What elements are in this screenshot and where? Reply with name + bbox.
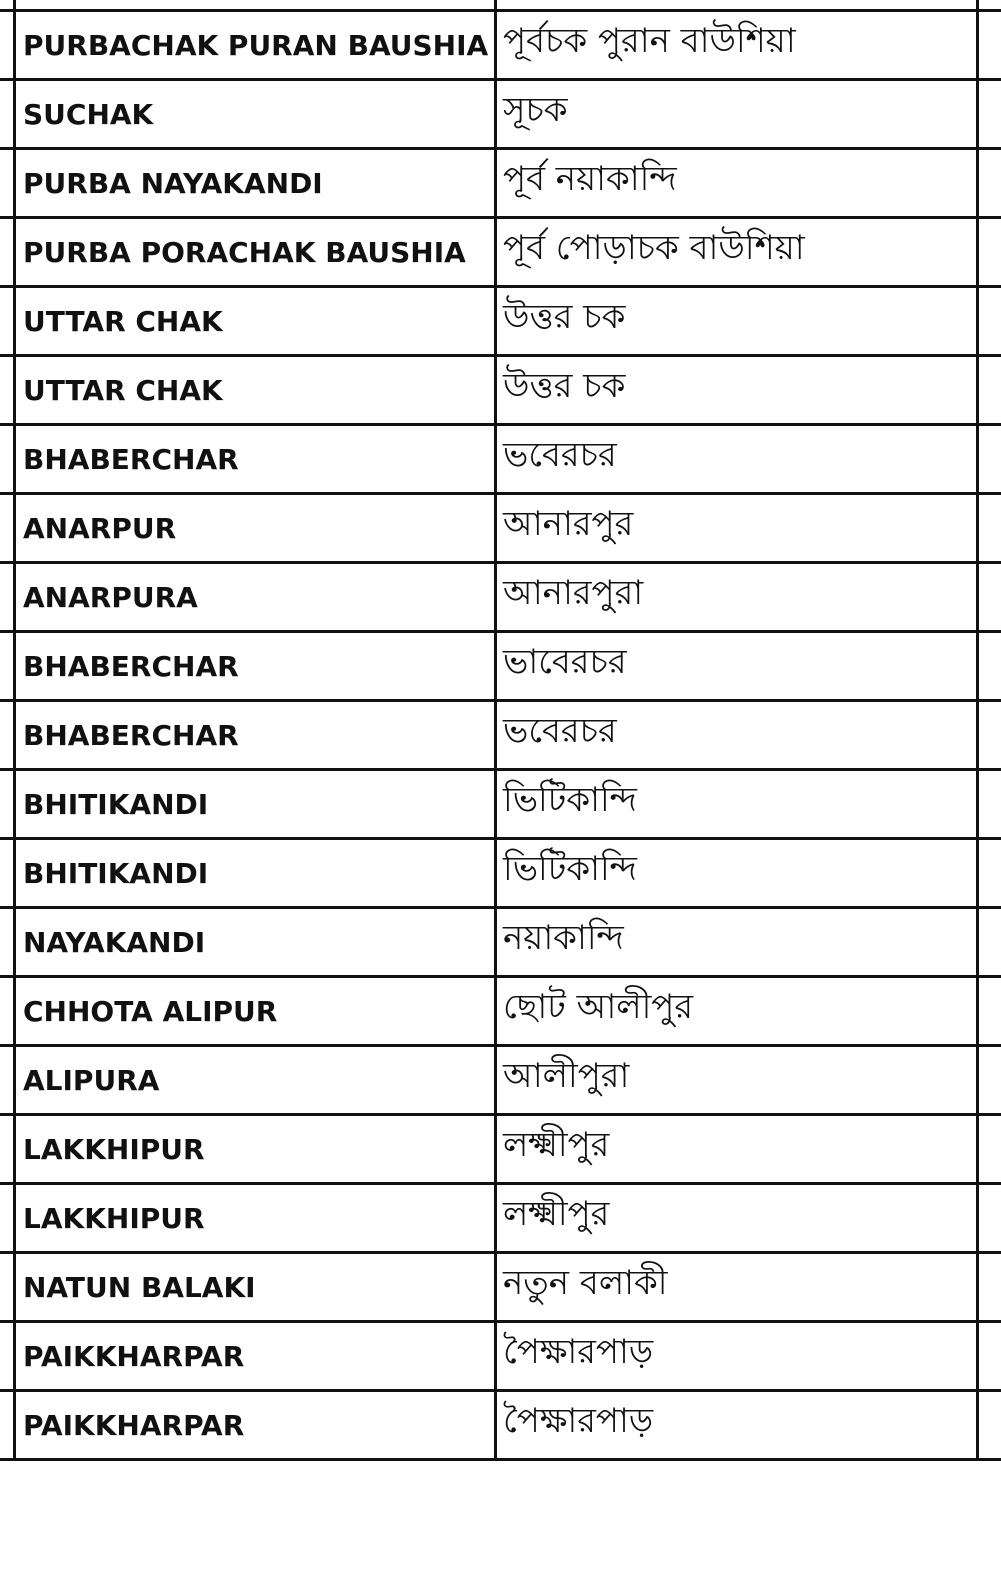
english-name-cell: CHHOTA ALIPUR — [23, 995, 278, 1028]
column-divider — [494, 12, 497, 78]
column-divider — [976, 633, 979, 699]
english-name-cell: UTTAR CHAK — [23, 374, 223, 407]
column-divider — [494, 771, 497, 837]
bengali-name-cell: লক্ষ্মীপুর — [503, 1194, 610, 1234]
bengali-name-cell: নতুন বলাকী — [503, 1263, 668, 1303]
table-row — [0, 1116, 1001, 1185]
bengali-name-cell: নয়াকান্দি — [503, 918, 624, 958]
column-divider — [976, 81, 979, 147]
column-divider — [494, 219, 497, 285]
table-row — [0, 81, 1001, 150]
english-name-cell: ALIPURA — [23, 1064, 160, 1097]
bengali-name-cell: ভিটিকান্দি — [503, 849, 637, 889]
column-divider — [976, 840, 979, 906]
column-divider — [494, 288, 497, 354]
english-name-cell: BHABERCHAR — [23, 443, 239, 476]
table-row — [0, 633, 1001, 702]
bengali-name-cell: আনারপুর — [503, 504, 634, 544]
column-divider — [976, 495, 979, 561]
table-row — [0, 771, 1001, 840]
column-divider — [13, 702, 16, 768]
column-divider — [494, 1254, 497, 1320]
table-row — [0, 426, 1001, 495]
english-name-cell: BHITIKANDI — [23, 788, 209, 821]
column-divider — [494, 1185, 497, 1251]
column-divider — [976, 12, 979, 78]
table-row — [0, 1047, 1001, 1116]
table-row — [0, 12, 1001, 81]
column-divider — [494, 0, 497, 9]
bengali-name-cell: পৈক্ষারপাড় — [503, 1332, 654, 1372]
column-divider — [13, 0, 16, 9]
column-divider — [13, 840, 16, 906]
column-divider — [494, 426, 497, 492]
english-name-cell: PURBA PORACHAK BAUSHIA — [23, 236, 466, 269]
column-divider — [976, 150, 979, 216]
table-row — [0, 219, 1001, 288]
table-body — [0, 12, 1001, 1461]
column-divider — [976, 771, 979, 837]
column-divider — [976, 357, 979, 423]
bengali-name-cell: ভবেরচর — [503, 711, 617, 751]
column-divider — [13, 771, 16, 837]
english-name-cell: ANARPUR — [23, 512, 177, 545]
english-name-cell: NATUN BALAKI — [23, 1271, 256, 1304]
column-divider — [13, 12, 16, 78]
column-divider — [494, 495, 497, 561]
column-divider — [494, 909, 497, 975]
column-divider — [13, 426, 16, 492]
column-divider — [494, 564, 497, 630]
column-divider — [13, 150, 16, 216]
column-divider — [976, 1254, 979, 1320]
column-divider — [13, 909, 16, 975]
english-name-cell: NAYAKANDI — [23, 926, 206, 959]
column-divider — [13, 219, 16, 285]
column-divider — [494, 633, 497, 699]
english-name-cell: UTTAR CHAK — [23, 305, 223, 338]
bengali-name-cell: আনারপুরা — [503, 573, 644, 613]
column-divider — [976, 1392, 979, 1458]
table-row — [0, 840, 1001, 909]
bengali-name-cell: লক্ষ্মীপুর — [503, 1125, 610, 1165]
column-divider — [976, 0, 979, 9]
english-name-cell: PAIKKHARPAR — [23, 1409, 245, 1442]
bengali-name-cell: উত্তর চক — [503, 366, 626, 406]
english-name-cell: BHITIKANDI — [23, 857, 209, 890]
column-divider — [976, 1116, 979, 1182]
column-divider — [13, 1323, 16, 1389]
column-divider — [13, 1116, 16, 1182]
table-row — [0, 288, 1001, 357]
column-divider — [13, 81, 16, 147]
table-top-edge — [0, 0, 1001, 12]
table-row — [0, 909, 1001, 978]
column-divider — [976, 1323, 979, 1389]
table-row — [0, 978, 1001, 1047]
column-divider — [976, 1185, 979, 1251]
table-row — [0, 357, 1001, 426]
english-name-cell: LAKKHIPUR — [23, 1133, 205, 1166]
bengali-name-cell: পৈক্ষারপাড় — [503, 1401, 654, 1441]
bengali-name-cell: ছোট আলীপুর — [503, 987, 694, 1027]
bengali-name-cell: ভিটিকান্দি — [503, 780, 637, 820]
table-row — [0, 1323, 1001, 1392]
column-divider — [976, 219, 979, 285]
english-name-cell: SUCHAK — [23, 98, 154, 131]
column-divider — [13, 633, 16, 699]
column-divider — [13, 288, 16, 354]
column-divider — [13, 1254, 16, 1320]
column-divider — [494, 702, 497, 768]
column-divider — [13, 1185, 16, 1251]
table-row — [0, 702, 1001, 771]
bengali-name-cell: ভবেরচর — [503, 435, 617, 475]
english-name-cell: PURBACHAK PURAN BAUSHIA — [23, 29, 489, 62]
english-name-cell: LAKKHIPUR — [23, 1202, 205, 1235]
column-divider — [494, 1392, 497, 1458]
column-divider — [976, 288, 979, 354]
bengali-name-cell: উত্তর চক — [503, 297, 626, 337]
column-divider — [13, 978, 16, 1044]
table-row — [0, 495, 1001, 564]
column-divider — [494, 357, 497, 423]
bengali-name-cell: পূর্ব নয়াকান্দি — [503, 159, 677, 199]
english-name-cell: BHABERCHAR — [23, 719, 239, 752]
column-divider — [13, 1392, 16, 1458]
column-divider — [494, 1116, 497, 1182]
column-divider — [976, 1047, 979, 1113]
column-divider — [494, 840, 497, 906]
column-divider — [13, 564, 16, 630]
bengali-name-cell: ভাবেরচর — [503, 642, 627, 682]
english-name-cell: PURBA NAYAKANDI — [23, 167, 323, 200]
column-divider — [13, 495, 16, 561]
column-divider — [13, 357, 16, 423]
column-divider — [494, 1047, 497, 1113]
bengali-name-cell: সূচক — [503, 90, 568, 130]
bengali-name-cell: পূর্বচক পুরান বাউশিয়া — [503, 21, 796, 61]
table-row — [0, 1185, 1001, 1254]
bengali-name-cell: আলীপুরা — [503, 1056, 630, 1096]
table-row — [0, 564, 1001, 633]
english-name-cell: PAIKKHARPAR — [23, 1340, 245, 1373]
english-name-cell: BHABERCHAR — [23, 650, 239, 683]
english-name-cell: ANARPURA — [23, 581, 198, 614]
column-divider — [976, 426, 979, 492]
column-divider — [976, 702, 979, 768]
bengali-name-cell: পূর্ব পোড়াচক বাউশিয়া — [503, 228, 805, 268]
column-divider — [976, 564, 979, 630]
column-divider — [494, 978, 497, 1044]
column-divider — [976, 909, 979, 975]
table-row — [0, 1392, 1001, 1461]
column-divider — [494, 1323, 497, 1389]
table-row — [0, 150, 1001, 219]
table-row — [0, 1254, 1001, 1323]
column-divider — [494, 81, 497, 147]
column-divider — [976, 978, 979, 1044]
column-divider — [494, 150, 497, 216]
column-divider — [13, 1047, 16, 1113]
